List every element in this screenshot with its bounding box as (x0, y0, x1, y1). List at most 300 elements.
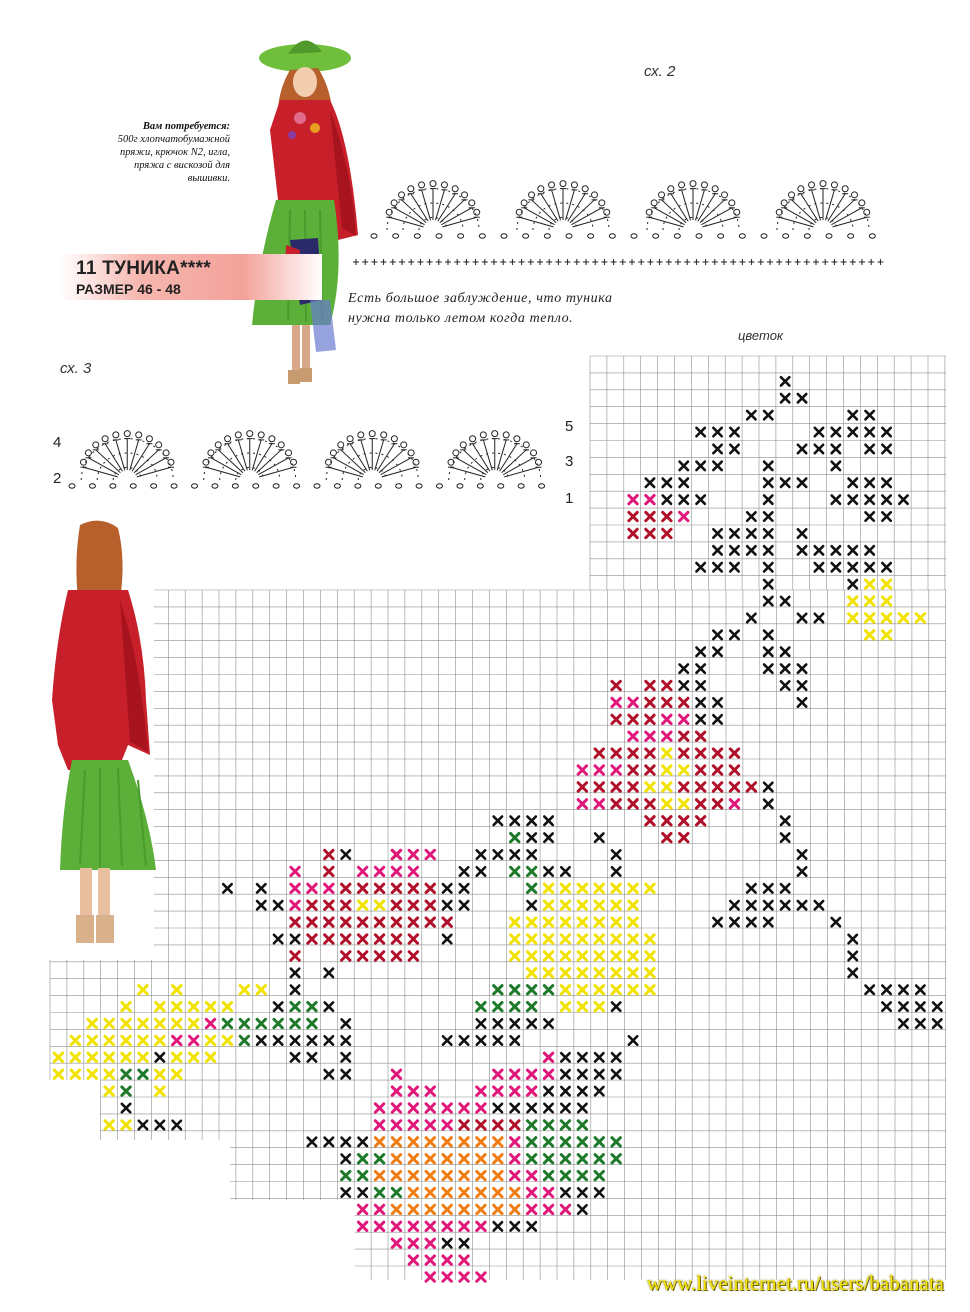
cross-stitch-mark (747, 783, 755, 791)
cross-stitch-mark (696, 698, 704, 706)
cross-stitch-mark (696, 766, 704, 774)
cross-stitch-mark (511, 1205, 519, 1213)
cross-stitch-mark (409, 1155, 417, 1163)
cross-stitch-mark (781, 664, 789, 672)
cross-stitch-mark (578, 1104, 586, 1112)
cross-stitch-mark (257, 1036, 265, 1044)
cross-stitch-mark (206, 1036, 214, 1044)
cross-stitch-mark (240, 1036, 248, 1044)
cross-stitch-mark (561, 884, 569, 892)
cross-stitch-mark (494, 1070, 502, 1078)
cross-stitch-mark (646, 732, 654, 740)
cross-stitch-mark (561, 952, 569, 960)
cross-stitch-mark (206, 1019, 214, 1027)
cross-stitch-mark (325, 1036, 333, 1044)
cross-stitch-mark (443, 1171, 451, 1179)
cross-stitch-mark (713, 766, 721, 774)
cross-stitch-mark (511, 1104, 519, 1112)
cross-stitch-mark (122, 1019, 130, 1027)
cross-stitch-mark (595, 969, 603, 977)
cross-stitch-mark (882, 512, 890, 520)
cross-stitch-mark (832, 445, 840, 453)
cross-stitch-mark (460, 1171, 468, 1179)
cross-stitch-mark (477, 1273, 485, 1281)
cross-stitch-mark (156, 1070, 164, 1078)
cross-stitch-mark (527, 1205, 535, 1213)
cross-stitch-mark (865, 479, 873, 487)
cross-stitch-mark (342, 901, 350, 909)
cross-stitch-mark (713, 631, 721, 639)
cross-stitch-mark (578, 800, 586, 808)
cross-stitch-mark (443, 1239, 451, 1247)
cross-stitch-mark (494, 1019, 502, 1027)
cross-stitch-mark (375, 1188, 383, 1196)
cross-stitch-mark (511, 1155, 519, 1163)
cross-stitch-mark (764, 546, 772, 554)
cross-stitch-mark (477, 1138, 485, 1146)
cross-stitch-mark (274, 901, 282, 909)
cross-stitch-mark (544, 1188, 552, 1196)
cross-stitch-mark (646, 800, 654, 808)
cross-stitch-mark (696, 462, 704, 470)
cross-stitch-mark (511, 1087, 519, 1095)
cross-stitch-mark (764, 529, 772, 537)
cross-stitch-mark (494, 1155, 502, 1163)
cross-stitch-mark (426, 1188, 434, 1196)
cross-stitch-mark (849, 479, 857, 487)
cross-stitch-mark (696, 749, 704, 757)
cross-stitch-mark (105, 1070, 113, 1078)
cross-stitch-mark (578, 986, 586, 994)
cross-stitch-mark (173, 1121, 181, 1129)
cross-stitch-mark (291, 884, 299, 892)
cross-stitch-mark (916, 1002, 924, 1010)
cross-stitch-mark (358, 1171, 366, 1179)
cross-stitch-mark (747, 411, 755, 419)
cross-stitch-mark (527, 952, 535, 960)
cross-stitch-mark (578, 783, 586, 791)
cross-stitch-mark (764, 462, 772, 470)
cross-stitch-mark (342, 935, 350, 943)
cross-stitch-mark (477, 1019, 485, 1027)
cross-stitch-mark (781, 597, 789, 605)
materials-line: пряжа с вискозой для (134, 160, 230, 171)
cross-stitch-mark (849, 411, 857, 419)
cross-stitch-mark (730, 800, 738, 808)
materials-line: пряжи, крючок N2, игла, (119, 147, 230, 158)
watermark: www.liveinternet.ru/users/babanata (646, 1271, 944, 1295)
cross-stitch-mark (781, 394, 789, 402)
cross-stitch-mark (477, 1155, 485, 1163)
cross-stitch-mark (629, 1036, 637, 1044)
cross-stitch-mark (122, 1002, 130, 1010)
cross-stitch-mark (375, 1222, 383, 1230)
cross-stitch-mark (426, 1087, 434, 1095)
cross-stitch-mark (342, 1036, 350, 1044)
cross-stitch-mark (375, 1171, 383, 1179)
cross-stitch-mark (223, 1019, 231, 1027)
cross-stitch-mark (527, 935, 535, 943)
cross-stitch-mark (443, 935, 451, 943)
cross-stitch-mark (595, 1188, 603, 1196)
cross-stitch-mark (832, 546, 840, 554)
cross-stitch-mark (308, 918, 316, 926)
cross-stitch-mark (849, 428, 857, 436)
cross-stitch-mark (680, 512, 688, 520)
cross-stitch-mark (460, 1104, 468, 1112)
scheme3-row-number: 5 (565, 418, 574, 435)
cross-stitch-mark (71, 1070, 79, 1078)
scheme3-row-number: 2 (53, 470, 62, 487)
cross-stitch-mark (308, 901, 316, 909)
cross-stitch-mark (680, 766, 688, 774)
cross-stitch-mark (527, 1121, 535, 1129)
cross-stitch-mark (342, 918, 350, 926)
cross-stitch-mark (527, 901, 535, 909)
cross-stitch-mark (105, 1036, 113, 1044)
cross-stitch-mark (798, 546, 806, 554)
cross-stitch-mark (578, 1053, 586, 1061)
cross-stitch-mark (865, 428, 873, 436)
cross-stitch-mark (933, 1002, 941, 1010)
cross-stitch-mark (865, 411, 873, 419)
cross-stitch-mark (291, 918, 299, 926)
cross-stitch-mark (206, 1053, 214, 1061)
cross-stitch-mark (477, 1121, 485, 1129)
cross-stitch-mark (595, 833, 603, 841)
cross-stitch-mark (291, 952, 299, 960)
cross-stitch-mark (139, 986, 147, 994)
cross-stitch-mark (646, 681, 654, 689)
cross-stitch-mark (713, 715, 721, 723)
cross-stitch-mark (578, 1155, 586, 1163)
cross-stitch-mark (358, 1205, 366, 1213)
cross-stitch-mark (544, 833, 552, 841)
cross-stitch-mark (240, 1019, 248, 1027)
cross-stitch-mark (325, 867, 333, 875)
cross-stitch-mark (646, 479, 654, 487)
cross-stitch-mark (612, 884, 620, 892)
cross-stitch-mark (477, 1036, 485, 1044)
cross-stitch-mark (629, 918, 637, 926)
materials-line: вышивки. (187, 173, 230, 184)
cross-stitch-mark (612, 952, 620, 960)
cross-stitch-mark (849, 969, 857, 977)
cross-stitch-mark (426, 1256, 434, 1264)
cross-stitch-mark (527, 850, 535, 858)
cross-stitch-mark (612, 783, 620, 791)
cross-stitch-mark (764, 631, 772, 639)
cross-stitch-mark (494, 1121, 502, 1129)
cross-stitch-mark (375, 1155, 383, 1163)
cross-stitch-mark (680, 817, 688, 825)
cross-stitch-mark (612, 715, 620, 723)
cross-stitch-mark (122, 1070, 130, 1078)
cross-stitch-mark (544, 1104, 552, 1112)
cross-stitch-mark (443, 884, 451, 892)
cross-stitch-mark (612, 1155, 620, 1163)
cross-stitch-mark (730, 529, 738, 537)
cross-stitch-mark (595, 749, 603, 757)
cross-stitch-mark (527, 1222, 535, 1230)
cross-stitch-mark (882, 986, 890, 994)
cross-stitch-mark (527, 1070, 535, 1078)
cross-stitch-mark (916, 1019, 924, 1027)
cross-stitch-mark (443, 1205, 451, 1213)
cross-stitch-mark (747, 512, 755, 520)
chart-stitch-marks (54, 377, 941, 1281)
cross-stitch-mark (460, 1205, 468, 1213)
cross-stitch-mark (274, 1036, 282, 1044)
cross-stitch-mark (409, 1222, 417, 1230)
cross-stitch-mark (477, 1087, 485, 1095)
cross-stitch-mark (511, 1188, 519, 1196)
cross-stitch-mark (443, 1222, 451, 1230)
cross-stitch-mark (291, 1036, 299, 1044)
cross-stitch-mark (561, 1188, 569, 1196)
cross-stitch-mark (781, 377, 789, 385)
cross-stitch-mark (375, 935, 383, 943)
cross-stitch-mark (544, 1070, 552, 1078)
cross-stitch-mark (257, 986, 265, 994)
cross-stitch-mark (358, 884, 366, 892)
cross-stitch-mark (561, 1138, 569, 1146)
cross-stitch-mark (494, 1205, 502, 1213)
cross-stitch-mark (882, 597, 890, 605)
cross-stitch-mark (865, 445, 873, 453)
cross-stitch-mark (578, 969, 586, 977)
cross-stitch-mark (612, 766, 620, 774)
cross-stitch-mark (392, 901, 400, 909)
cross-stitch-mark (527, 986, 535, 994)
cross-stitch-mark (291, 1002, 299, 1010)
cross-stitch-mark (527, 1087, 535, 1095)
cross-stitch-mark (240, 986, 248, 994)
cross-stitch-mark (88, 1036, 96, 1044)
cross-stitch-mark (409, 1138, 417, 1146)
cross-stitch-mark (511, 1222, 519, 1230)
cross-stitch-mark (680, 479, 688, 487)
cross-stitch-mark (849, 563, 857, 571)
cross-stitch-mark (392, 952, 400, 960)
cross-stitch-mark (477, 1104, 485, 1112)
cross-stitch-mark (629, 715, 637, 723)
cross-stitch-mark (544, 867, 552, 875)
cross-stitch-mark (629, 512, 637, 520)
cross-stitch-mark (713, 462, 721, 470)
cross-stitch-mark (612, 986, 620, 994)
cross-stitch-mark (392, 935, 400, 943)
cross-stitch-mark (865, 563, 873, 571)
cross-stitch-mark (426, 1205, 434, 1213)
cross-stitch-mark (291, 969, 299, 977)
cross-stitch-mark (392, 1155, 400, 1163)
cross-stitch-mark (173, 1036, 181, 1044)
cross-stitch-mark (815, 445, 823, 453)
cross-stitch-mark (798, 698, 806, 706)
cross-stitch-mark (764, 901, 772, 909)
cross-stitch-mark (730, 428, 738, 436)
cross-stitch-mark (578, 918, 586, 926)
cross-stitch-mark (460, 1273, 468, 1281)
cross-stitch-mark (527, 817, 535, 825)
cross-stitch-mark (561, 1205, 569, 1213)
cross-stitch-mark (308, 1002, 316, 1010)
materials-line: 500г хлопчатобумажной (117, 134, 230, 145)
cross-stitch-mark (173, 1053, 181, 1061)
cross-stitch-mark (882, 445, 890, 453)
cross-stitch-mark (680, 800, 688, 808)
cross-stitch-mark (747, 884, 755, 892)
cross-stitch-mark (663, 732, 671, 740)
cross-stitch-mark (680, 462, 688, 470)
cross-stitch-mark (494, 817, 502, 825)
cross-stitch-mark (832, 462, 840, 470)
cross-stitch-mark (375, 1205, 383, 1213)
cross-stitch-mark (815, 428, 823, 436)
cross-stitch-mark (899, 986, 907, 994)
cross-stitch-mark (460, 1222, 468, 1230)
cross-stitch-mark (173, 1070, 181, 1078)
cross-stitch-mark (781, 648, 789, 656)
cross-stitch-mark (173, 1019, 181, 1027)
cross-stitch-mark (798, 681, 806, 689)
cross-stitch-mark (561, 986, 569, 994)
cross-stitch-mark (764, 479, 772, 487)
cross-stitch-mark (730, 918, 738, 926)
cross-stitch-mark (764, 648, 772, 656)
cross-stitch-mark (274, 1019, 282, 1027)
cross-stitch-mark (477, 850, 485, 858)
cross-stitch-mark (629, 800, 637, 808)
cross-stitch-mark (358, 1138, 366, 1146)
cross-stitch-mark (865, 580, 873, 588)
cross-stitch-mark (511, 935, 519, 943)
cross-stitch-mark (646, 529, 654, 537)
cross-stitch-mark (713, 918, 721, 926)
cross-stitch-mark (477, 1171, 485, 1179)
cross-stitch-mark (646, 512, 654, 520)
cross-stitch-mark (88, 1070, 96, 1078)
cross-stitch-mark (646, 952, 654, 960)
cross-stitch-mark (325, 935, 333, 943)
cross-stitch-mark (342, 850, 350, 858)
cross-stitch-mark (544, 901, 552, 909)
cross-stitch-mark (257, 1019, 265, 1027)
cross-stitch-mark (764, 512, 772, 520)
cross-stitch-mark (342, 952, 350, 960)
cross-stitch-mark (156, 1036, 164, 1044)
cross-stitch-mark (426, 918, 434, 926)
cross-stitch-mark (680, 749, 688, 757)
cross-stitch-mark (308, 1019, 316, 1027)
cross-stitch-mark (392, 1222, 400, 1230)
cross-stitch-mark (511, 850, 519, 858)
cross-stitch-mark (781, 833, 789, 841)
cross-stitch-mark (612, 918, 620, 926)
cross-stitch-mark (595, 1070, 603, 1078)
cross-stitch-mark (392, 1138, 400, 1146)
cross-stitch-mark (54, 1070, 62, 1078)
cross-stitch-mark (680, 664, 688, 672)
cross-stitch-mark (578, 935, 586, 943)
cross-stitch-mark (595, 935, 603, 943)
cross-stitch-mark (460, 1121, 468, 1129)
cross-stitch-mark (358, 901, 366, 909)
cross-stitch-mark (882, 495, 890, 503)
cross-stitch-mark (392, 1087, 400, 1095)
cross-stitch-mark (477, 867, 485, 875)
cross-stitch-mark (409, 1104, 417, 1112)
cross-stitch-mark (325, 1002, 333, 1010)
cross-stitch-mark (798, 529, 806, 537)
cross-stitch-mark (173, 986, 181, 994)
cross-stitch-mark (392, 1188, 400, 1196)
cross-stitch-mark (781, 681, 789, 689)
cross-stitch-mark (460, 1256, 468, 1264)
cross-stitch-mark (561, 935, 569, 943)
cross-stitch-mark (612, 1053, 620, 1061)
cross-stitch-mark (781, 884, 789, 892)
cross-stitch-mark (764, 884, 772, 892)
cross-stitch-mark (578, 1087, 586, 1095)
cross-stitch-mark (916, 986, 924, 994)
cross-stitch-mark (88, 1053, 96, 1061)
cross-stitch-mark (696, 800, 704, 808)
cross-stitch-mark (680, 715, 688, 723)
cross-stitch-mark (325, 969, 333, 977)
cross-stitch-mark (696, 715, 704, 723)
cross-stitch-mark (342, 1070, 350, 1078)
quote-line-2: нужна только летом когда тепло. (348, 311, 574, 326)
cross-stitch-mark (392, 1205, 400, 1213)
cross-stitch-mark (409, 1205, 417, 1213)
cross-stitch-mark (544, 1121, 552, 1129)
cross-stitch-mark (342, 1188, 350, 1196)
cross-stitch-mark (629, 698, 637, 706)
cross-stitch-mark (511, 817, 519, 825)
cross-stitch-mark (392, 1171, 400, 1179)
materials-heading: Вам потребуется: (142, 121, 230, 132)
cross-stitch-mark (832, 428, 840, 436)
cross-stitch-mark (578, 884, 586, 892)
cross-stitch-mark (544, 1155, 552, 1163)
cross-stitch-mark (781, 901, 789, 909)
cross-stitch-mark (680, 783, 688, 791)
cross-stitch-mark (629, 529, 637, 537)
cross-stitch-mark (122, 1104, 130, 1112)
scheme3-row-number: 4 (53, 434, 62, 451)
cross-stitch-mark (629, 986, 637, 994)
cross-stitch-mark (443, 1138, 451, 1146)
cross-stitch-mark (798, 867, 806, 875)
cross-stitch-mark (849, 614, 857, 622)
cross-stitch-mark (358, 918, 366, 926)
cross-stitch-mark (612, 901, 620, 909)
cross-stitch-mark (291, 901, 299, 909)
cross-stitch-mark (426, 1138, 434, 1146)
cross-stitch-mark (392, 1239, 400, 1247)
cross-stitch-mark (156, 1087, 164, 1095)
cross-stitch-mark (426, 1222, 434, 1230)
cross-stitch-mark (460, 1138, 468, 1146)
cross-stitch-mark (342, 884, 350, 892)
cross-stitch-mark (443, 1273, 451, 1281)
cross-stitch-mark (409, 884, 417, 892)
cross-stitch-mark (375, 867, 383, 875)
cross-stitch-mark (426, 1121, 434, 1129)
cross-stitch-mark (494, 1002, 502, 1010)
